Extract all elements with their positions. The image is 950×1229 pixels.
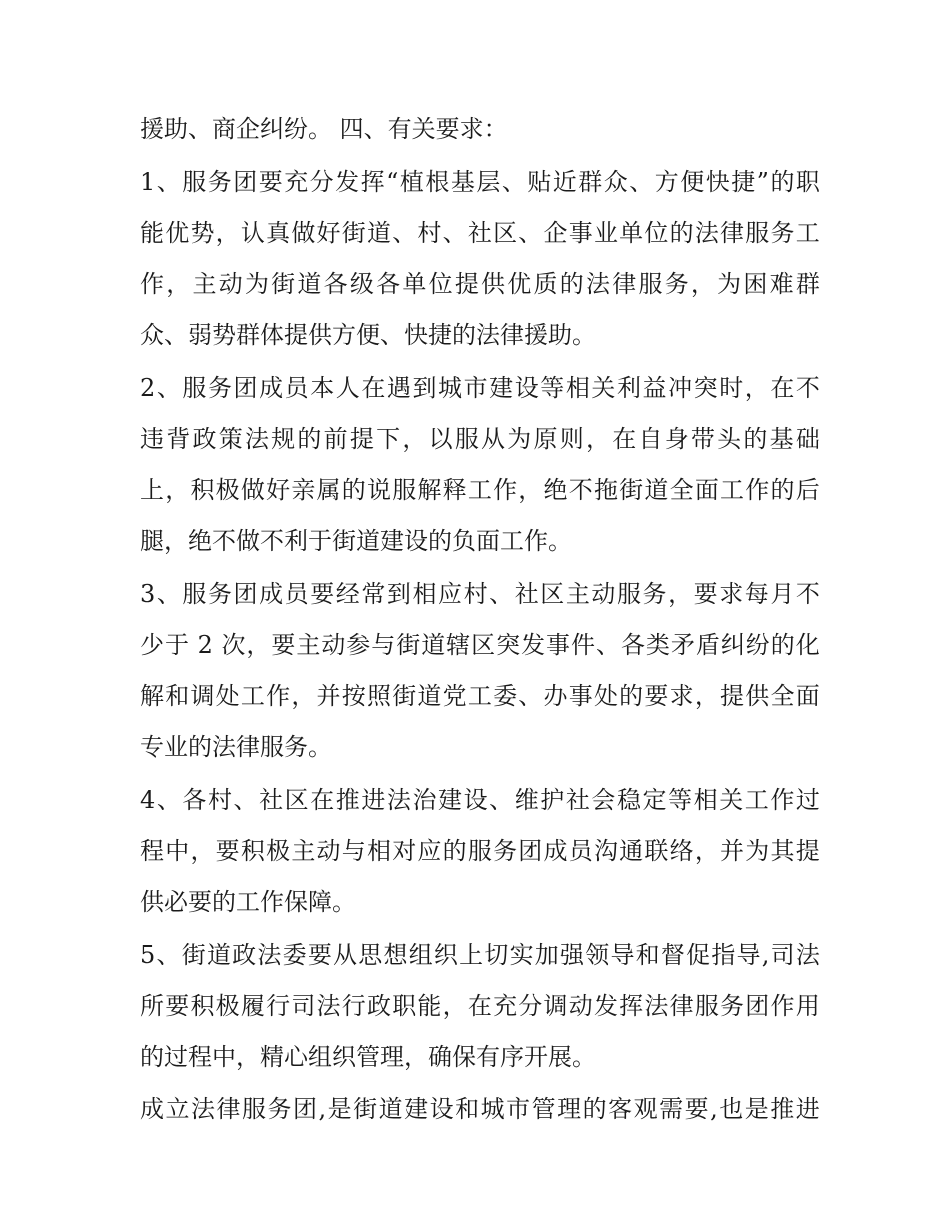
text-line: 上 ， 积 极 做 好 亲 属 的 说 服 解 释 工 作 ， 绝 不 拖 街 道 全 面 工 作 的 后 xyxy=(140,475,820,504)
document-body xyxy=(140,109,820,1141)
text-line: 程 中 ， 要 积 极 主 动 与 相 对 应 的 服 务 团 成 员 沟 通 联 络 ， 并 为 其 提 xyxy=(140,836,820,865)
text-line: 违 背 政 策 法 规 的 前 提 下 ， 以 服 从 为 原 则 ， 在 自 身 带 头 的 基 础 xyxy=(140,424,820,453)
text-line: 2 、 服 务 团 成 员 本 人 在 遇 到 城 市 建 设 等 相 关 利 益 冲 突 时 ， 在 不 xyxy=(140,373,820,402)
text-line: 援助、商企纠纷。 四、有关要求： xyxy=(140,115,508,143)
text-line: 解 和 调 处 工 作 ， 并 按 照 街 道 党 工 委 、 办 事 处 的 要 求 ， 提 供 全 面 xyxy=(140,682,820,710)
text-line: 专业的法律服务。 xyxy=(140,733,332,762)
text-line: 4 、 各 村 、 社 区 在 推 进 法 治 建 设 、 维 护 社 会 稳 定 等 相 关 工 作 过 xyxy=(140,785,820,814)
text-line: 腿，绝不做不利于街道建设的负面工作。 xyxy=(140,527,572,556)
text-line: 3 、 服 务 团 成 员 要 经 常 到 相 应 村 、 社 区 主 动 服 务 ， 要 求 每 月 不 xyxy=(140,579,820,608)
text-line: 众、弱势群体提供方便、快捷的法律援助。 xyxy=(140,321,596,350)
text-line: 能 优 势 ， 认 真 做 好 街 道 、 村 、 社 区 、 企 事 业 单 位 的 法 律 服 务 工 xyxy=(140,218,820,247)
text-line: 供必要的工作保障。 xyxy=(140,888,356,917)
text-line: 所 要 积 极 履 行 司 法 行 政 职 能 ， 在 充 分 调 动 发 挥 法 律 服 务 团 作 用 xyxy=(140,991,820,1020)
text-line: 5 、 街 道 政 法 委 要 从 思 想 组 织 上 切 实 加 强 领 导 和 督 促 指 导 , 司 法 xyxy=(140,940,820,969)
text-line: 的过程中，精心组织管理，确保有序开展。 xyxy=(140,1042,596,1071)
text-line: 成 立 法 律 服 务 团 , 是 街 道 建 设 和 城 市 管 理 的 客 观 需 要 , 也 是 推 进 xyxy=(140,1095,820,1124)
text-line: 作 ， 主 动 为 街 道 各 级 各 单 位 提 供 优 质 的 法 律 服 务 ， 为 困 难 群 xyxy=(140,269,820,298)
text-line: 少 于 2 次 ， 要 主 动 参 与 街 道 辖 区 突 发 事 件 、 各 类 矛 盾 纠 纷 的 化 xyxy=(140,630,820,659)
text-line: 1 、 服 务 团 要 充 分 发 挥 “ 植 根 基 层 、 贴 近 群 众 、 方 便 快 捷 ” 的 职 xyxy=(140,167,820,196)
